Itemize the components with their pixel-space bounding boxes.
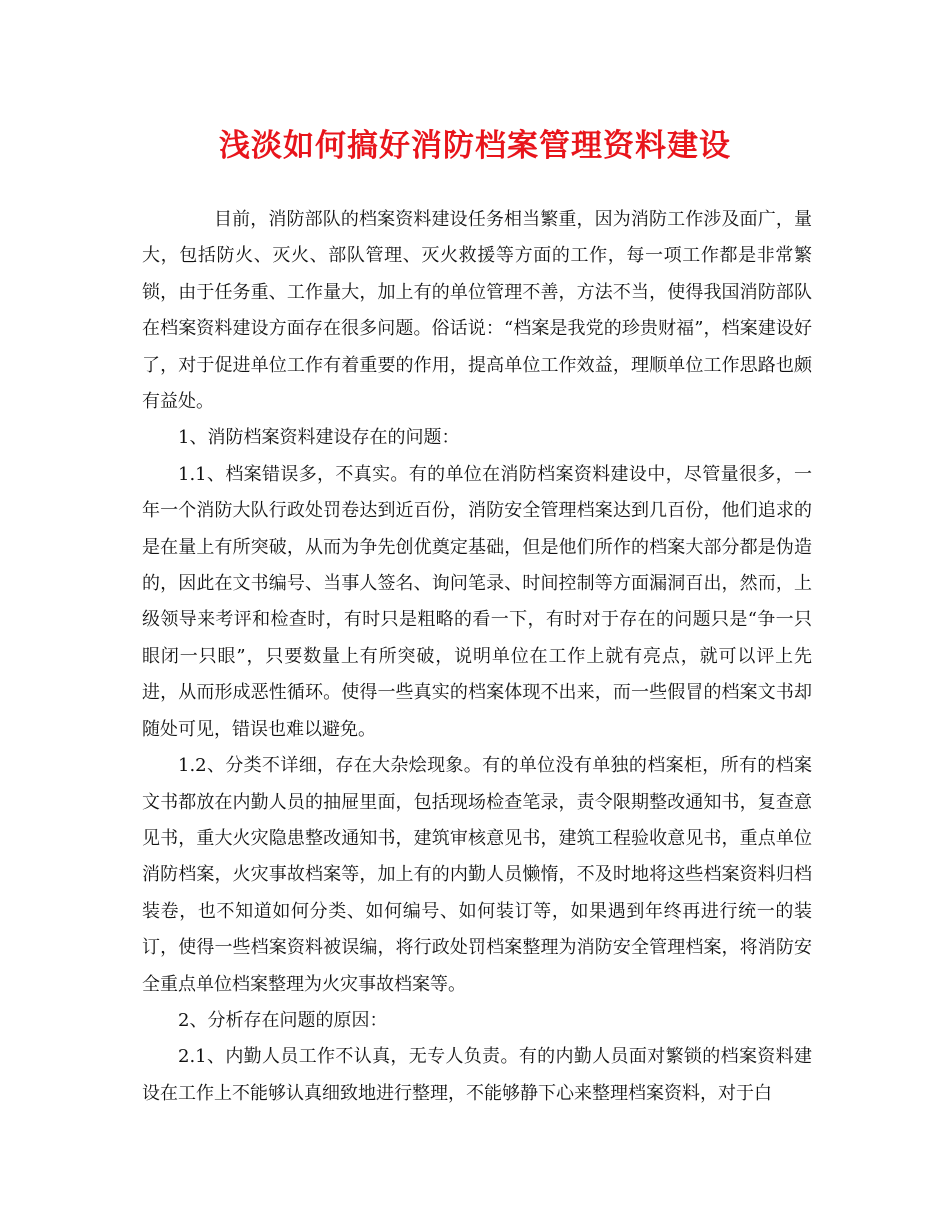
paragraph-intro: 目前，消防部队的档案资料建设任务相当繁重，因为消防工作涉及面广，量大，包括防火、灭火、部队管理、灭火救援等方面的工作，每一项工作都是非常繁锁，由于任务重、工作量大，加上有的单位管理不善，方法不当，使得我国消防部队在档案资料建设方面存在很多问题。俗话说：“档案是我党的珍贵财福”，档案建设好了，对于促进单位工作有着重要的作用，提高单位工作效益，理顺单位工作思路也颇有益处。 (142, 209, 812, 413)
paragraph-1-2: 1.2、分类不详细，存在大杂烩现象。有的单位没有单独的档案柜，所有的档案文书都放在内勤人员的抽屉里面，包括现场检查笔录，责令限期整改通知书，复查意见书，重大火灾隐患整改通知书，建筑审核意见书，建筑工程验收意见书，重点单位消防档案，火灾事故档案等，加上有的内勤人员懒惰，不及时地将这些档案资料归档装卷，也不知道如何分类、如何编号、如何装订等，如果遇到年终再进行统一的装订，使得一些档案资料被误编，将行政处罚档案整理为消防安全管理档案，将消防安全重点单位档案整理为火灾事故档案等。 (142, 755, 812, 995)
section-heading-1: 1、消防档案资料建设存在的问题： (178, 427, 460, 449)
paragraph-1-1: 1.1、档案错误多，不真实。有的单位在消防档案资料建设中，尽管量很多，一年一个消防大队行政处罚卷达到近百份，消防安全管理档案达到几百份，他们追求的是在量上有所突破，从而为争先创优奠定基础，但是他们所作的档案大部分都是伪造的，因此在文书编号、当事人签名、询问笔录、时间控制等方面漏洞百出，然而，上级领导来考评和检查时，有时只是粗略的看一下，有时对于存在的问题只是“争一只眼闭一只眼”，只要数量上有所突破，说明单位在工作上就有亮点，就可以评上先进，从而形成恶性循环。使得一些真实的档案体现不出来，而一些假冒的档案文书却随处可见，错误也难以避免。 (142, 463, 812, 740)
section-heading-2: 2、分析存在问题的原因： (178, 1009, 388, 1031)
paragraph-2-1: 2.1、内勤人员工作不认真，无专人负责。有的内勤人员面对繁锁的档案资料建设在工作上不能够认真细致地进行整理，不能够静下心来整理档案资料，对于白 (142, 1046, 812, 1104)
document-body (142, 202, 812, 1112)
document-title: 浅淡如何搞好消防档案管理资料建设 (219, 128, 731, 164)
